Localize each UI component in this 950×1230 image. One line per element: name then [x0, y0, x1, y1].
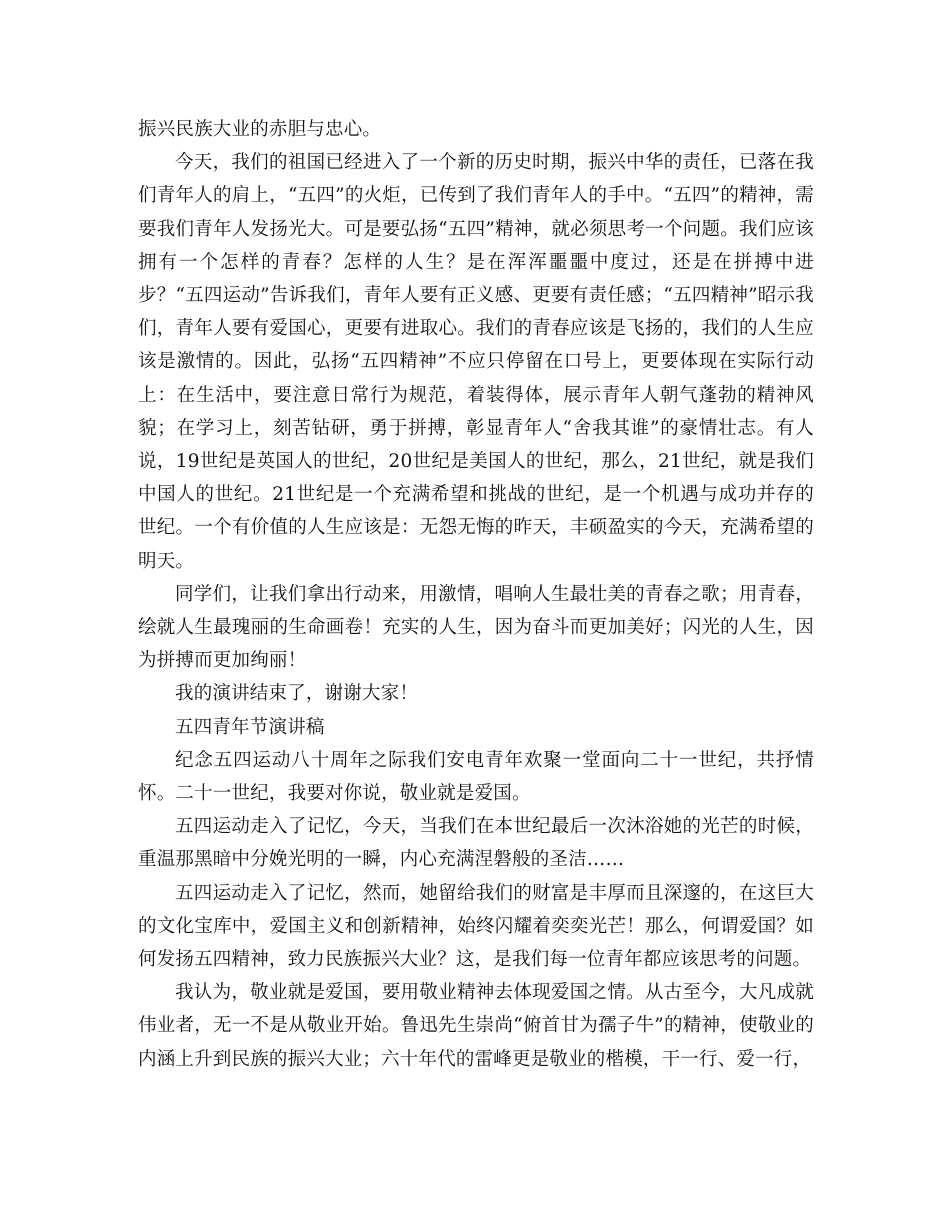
paragraph-3: 同学们，让我们拿出行动来，用激情，唱响人生最壮美的青春之歌；用青春，绘就人生最瑰丽的生命画卷！充实的人生，因为奋斗而更加美好；闪光的人生，因为拼搏而更加绚丽！: [138, 583, 814, 672]
paragraph-8: 五四运动走入了记忆，然而，她留给我们的财富是丰厚而且深邃的，在这巨大的文化宝库中，爱国主义和创新精神，始终闪耀着奕奕光芒！那么，何谓爱国？如何发扬五四精神，致力民族振兴大业？这，是我们每一位青年都应该思考的问题。: [138, 882, 814, 971]
paragraph-7: 五四运动走入了记忆，今天，当我们在本世纪最后一次沐浴她的光芒的时候，重温那黑暗中分娩光明的一瞬，内心充满涅磐般的圣洁……: [138, 816, 814, 871]
paragraph-4: 我的演讲结束了，谢谢大家！: [175, 683, 419, 705]
paragraph-9: 我认为，敬业就是爱国，要用敬业精神去体现爱国之情。从古至今，大凡成就伟业者，无一不是从敬业开始。鲁迅先生崇尚“俯首甘为孺子牛”的精神，使敬业的内涵上升到民族的振兴大业；六十年代的雷峰更是敬业的楷模，干一行、爱一行，: [138, 982, 814, 1070]
paragraph-1: 振兴民族大业的赤胆与忠心。: [138, 119, 382, 140]
section-title: 五四青年节演讲稿: [175, 716, 325, 738]
paragraph-2: 今天，我们的祖国已经进入了一个新的历史时期，振兴中华的责任，已落在我们青年人的肩上，“五四”的火炬，已传到了我们青年人的手中。“五四”的精神，需要我们青年人发扬光大。可是要弘扬“五四”精神，就必须思考一个问题。我们应该拥有一个怎样的青春？怎样的人生？是在浑浑噩噩中度过，还是在拼搏中进步？“五四运动”告诉我们，青年人要有正义感、更要有责任感；“五四精神”昭示我们，青年人要有爱国心，更要有进取心。我们的青春应该是飞扬的，我们的人生应该是激情的。因此，弘扬“五四精神”不应只停留在口号上，更要体现在实际行动上：在生活中，要注意日常行为规范，着装得体，展示青年人朝气蓬勃的精神风貌；在学习上，刻苦钻研，勇于拼搏，彰显青年人“舍我其谁”的豪情壮志。有人说，19世纪是英国人的世纪，20世纪是美国人的世纪，那么，21世纪，就是我们中国人的世纪。21世纪是一个充满希望和挑战的世纪，是一个机遇与成功并存的世纪。一个有价值的人生应该是：无怨无悔的昨天，丰硕盈实的今天，充满希望的明天。: [138, 152, 814, 572]
document-body: [138, 113, 814, 1076]
paragraph-6: 纪念五四运动八十周年之际我们安电青年欢聚一堂面向二十一世纪，共抒情怀。二十一世纪，我要对你说，敬业就是爱国。: [138, 749, 814, 805]
